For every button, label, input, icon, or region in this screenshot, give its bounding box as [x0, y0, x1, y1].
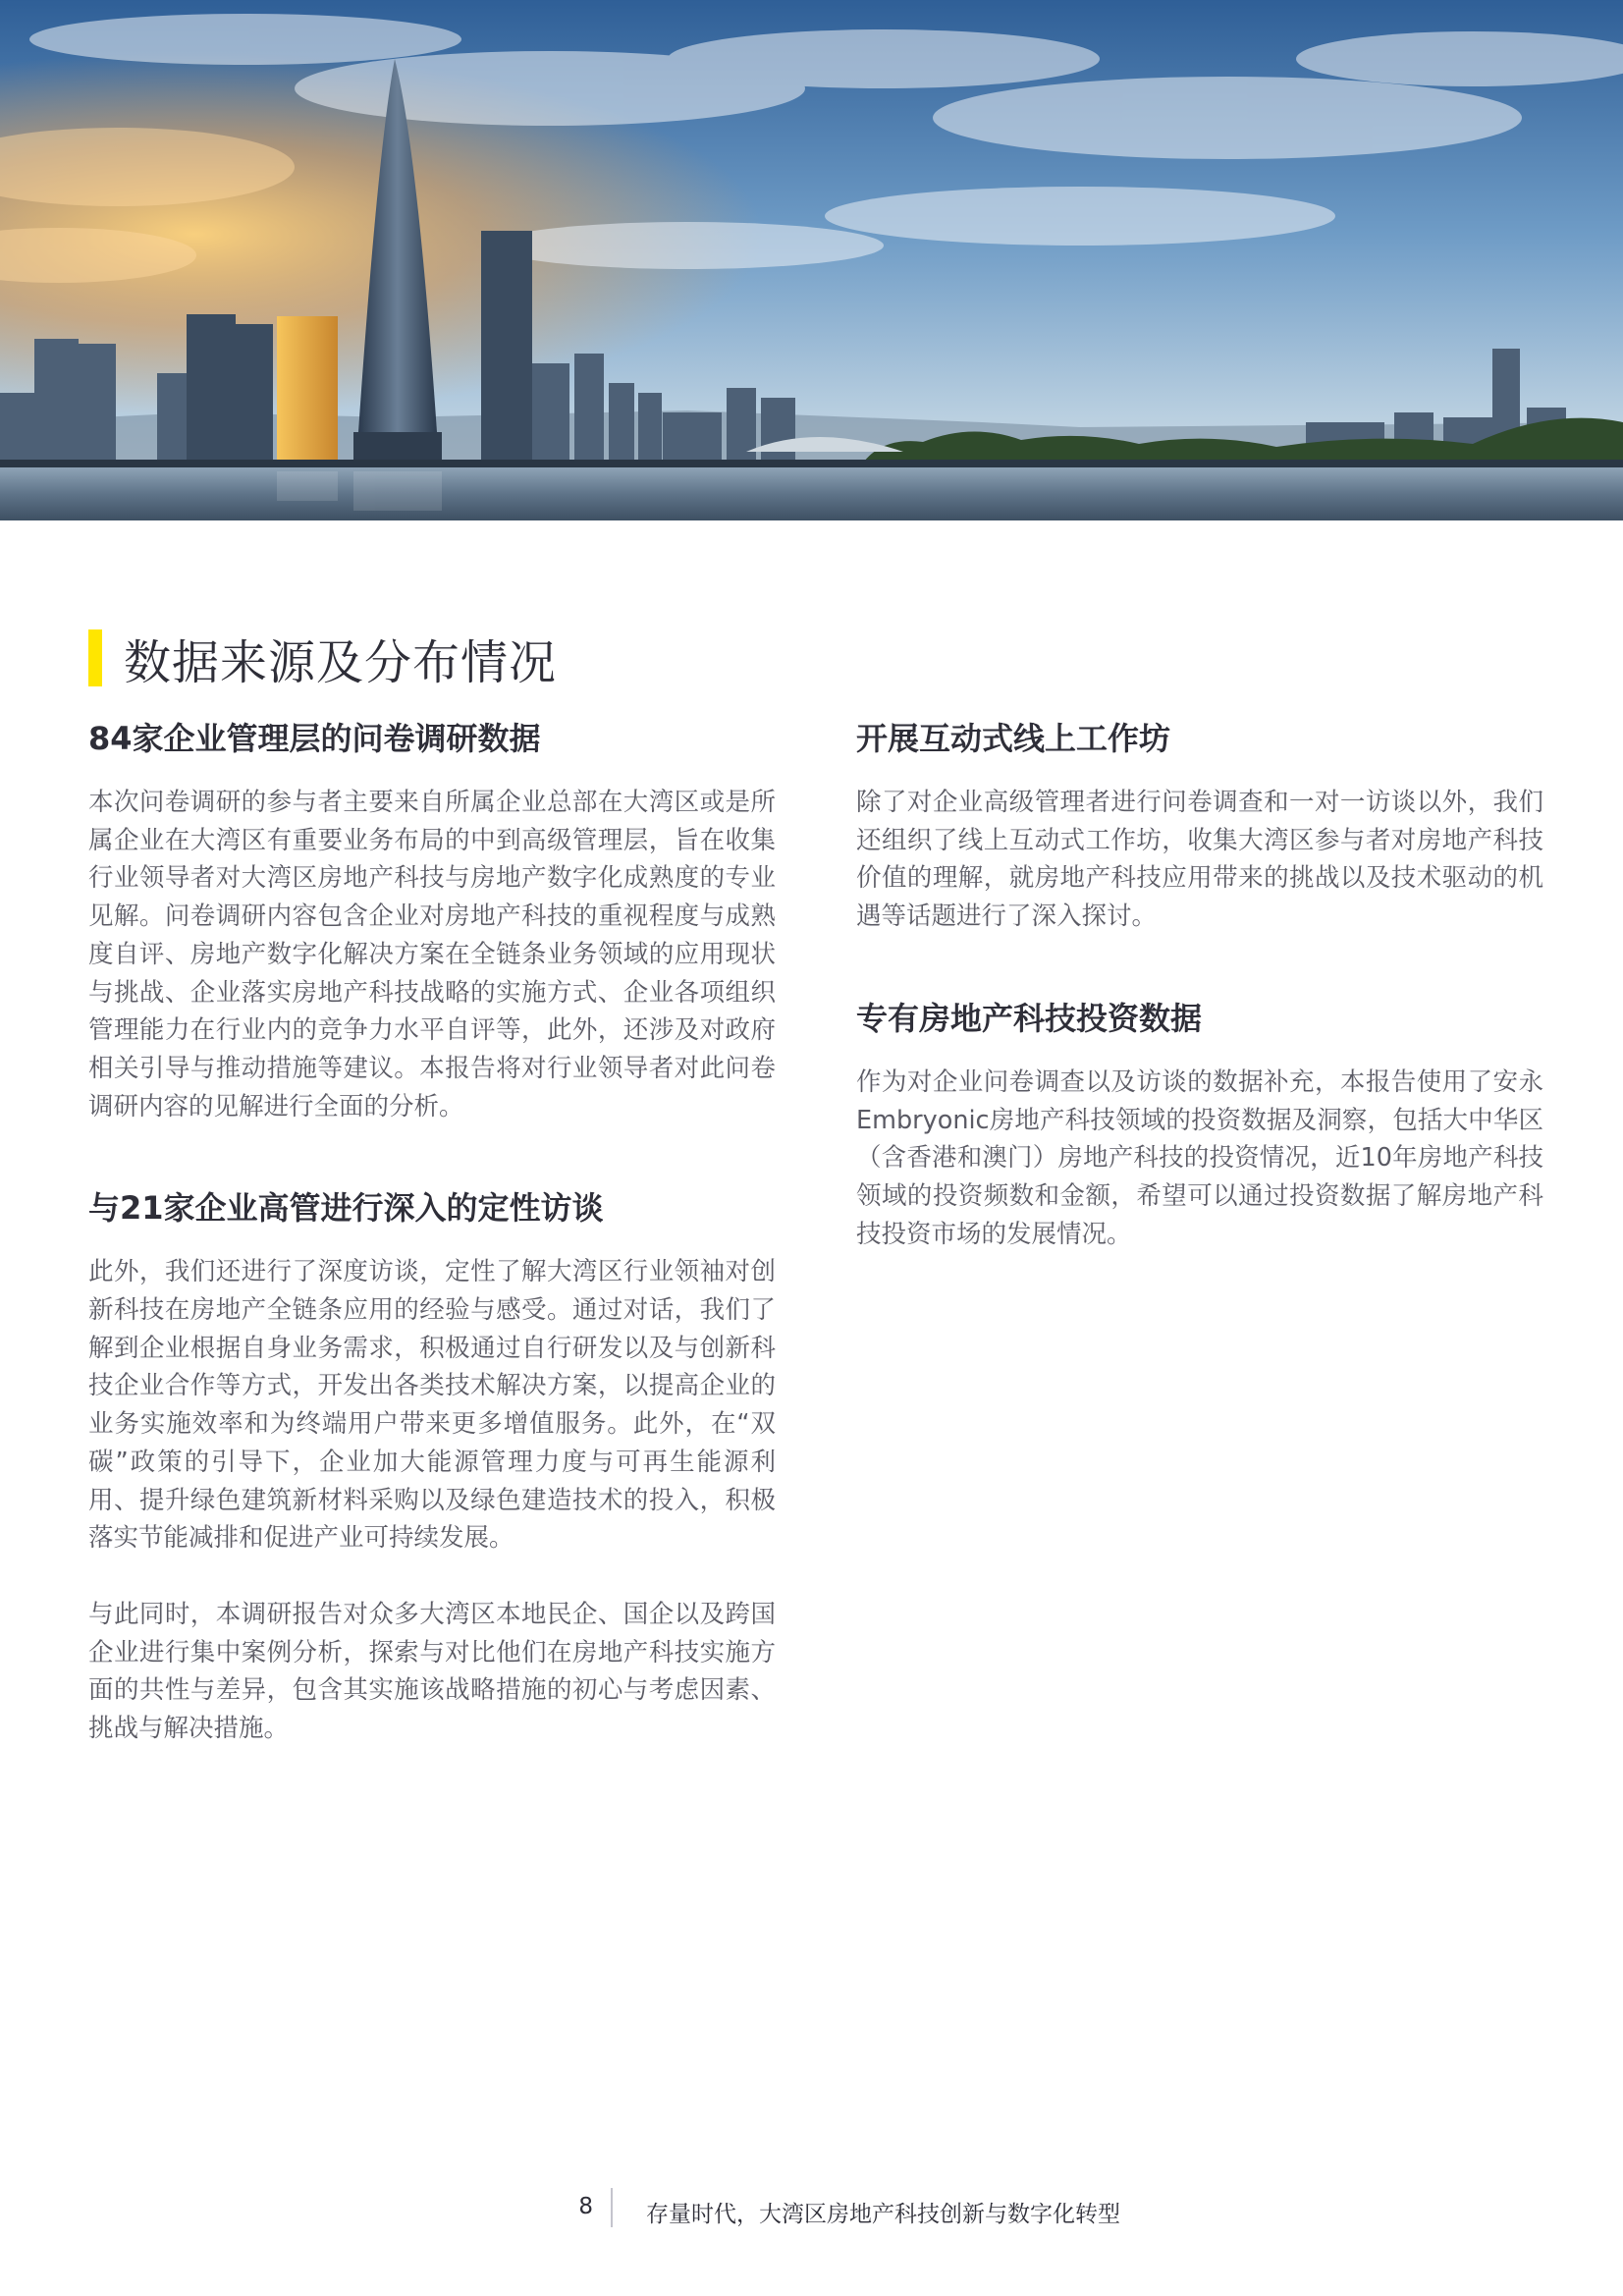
right-column	[856, 715, 1543, 1312]
interview-body-paragraph-1: 此外，我们还进行了深度访谈，定性了解大湾区行业领袖对创新科技在房地产全链条应用的经验与感受。通过对话，我们了解到企业根据自身业务需求，积极通过自行研发以及与创新科技企业合作等方式，开发出各类技术解决方案，以提高企业的业务实施效率和为终端用户带来更多增值服务。此外，在“双碳”政策的引导下，企业加大能源管理力度与可再生能源利用、提升绿色建筑新材料采购以及绿色建造技术的投入，积极落实节能减排和促进产业可持续发展。	[88, 1257, 776, 1554]
investment-data-title: 专有房地产科技投资数据	[856, 999, 1203, 1037]
survey-data-body: 本次问卷调研的参与者主要来自所属企业总部在大湾区或是所属企业在大湾区有重要业务布局的中到高级管理层，旨在收集行业领导者对大湾区房地产科技与房地产数字化成熟度的专业见解。问卷调研内容包含企业对房地产科技的重视程度与成熟度自评、房地产数字化解决方案在全链条业务领域的应用现状与挑战、企业落实房地产科技战略的实施方式、企业各项组织管理能力在行业内的竞争力水平自评等，此外，还涉及对政府相关引导与推动措施等建议。本报告将对行业领导者对此问卷调研内容的见解进行全面的分析。	[88, 788, 776, 1121]
section-title: 数据来源及分布情况	[124, 634, 558, 690]
skyline-illustration	[0, 0, 1623, 520]
page-number: 8	[578, 2194, 593, 2219]
survey-data-title: 84家企业管理层的问卷调研数据	[88, 720, 541, 757]
interview-title: 与21家企业高管进行深入的定性访谈	[88, 1189, 604, 1228]
interview-body-paragraph-2: 与此同时，本调研报告对众多大湾区本地民企、国企以及跨国企业进行集中案例分析，探索与对比他们在房地产科技实施方面的共性与差异，包含其实施该战略措施的初心与考虑因素、挑战与解决措施。	[88, 1599, 776, 1744]
footer-divider	[611, 2188, 613, 2227]
workshop-title: 开展互动式线上工作坊	[856, 720, 1171, 757]
accent-bar	[88, 629, 102, 686]
investment-data-block	[856, 995, 1543, 1254]
left-column	[88, 715, 776, 1807]
interview-block	[88, 1184, 776, 1747]
survey-data-block	[88, 715, 776, 1125]
workshop-block	[856, 715, 1543, 936]
page-footer	[0, 2188, 1623, 2227]
investment-data-body: 作为对企业问卷调查以及访谈的数据补充，本报告使用了安永Embryonic房地产科技领域的投资数据及洞察，包括大中华区（含香港和澳门）房地产科技的投资情况，近10年房地产科技领域的投资频数和金额，希望可以通过投资数据了解房地产科技投资市场的发展情况。	[856, 1066, 1543, 1249]
footer-report-title: 存量时代，大湾区房地产科技创新与数字化转型	[646, 2202, 1120, 2227]
section-heading	[88, 629, 558, 690]
hero-skyline-image	[0, 0, 1623, 520]
workshop-body: 除了对企业高级管理者进行问卷调查和一对一访谈以外，我们还组织了线上互动式工作坊，收集大湾区参与者对房地产科技价值的理解，就房地产科技应用带来的挑战以及技术驱动的机遇等话题进行了深入探讨。	[856, 788, 1543, 932]
